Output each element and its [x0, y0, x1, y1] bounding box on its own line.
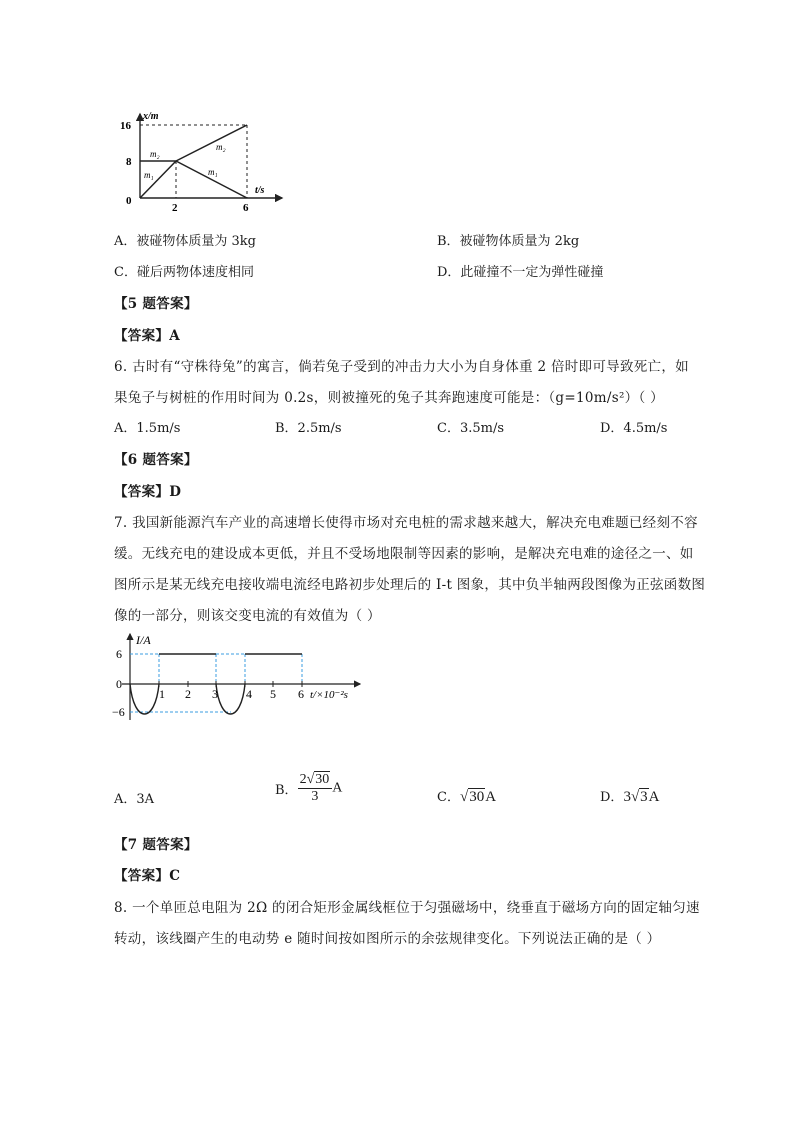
y-tick-16: 16: [120, 120, 131, 132]
q7-option-c-unit: A: [485, 789, 497, 805]
y-tick-0: 0: [116, 677, 122, 691]
q7-option-b-denominator: 3: [311, 789, 319, 804]
q7-option-c-label: C．: [437, 790, 460, 805]
i-axis-label: I/A: [136, 633, 151, 647]
q5-option-c: C．碰后两物体速度相同: [114, 265, 254, 280]
q7-option-c-radicand: 30: [469, 789, 485, 805]
q7-stem-line2: 缓。无线充电的建设成本更低，并且不受场地限制等因素的影响，是解决充电难的途径之一、如: [114, 546, 694, 562]
x-axis-label: t/s: [255, 185, 265, 196]
q7-option-b: [275, 772, 342, 805]
q7-answer: 【答案】C: [114, 868, 181, 884]
q7-option-d: D．3√3A: [600, 789, 660, 805]
xt-graph: [112, 108, 292, 214]
q7-option-d-label: D．: [600, 790, 624, 805]
x-tick-4: 4: [246, 687, 252, 701]
q8-stem-line2: 转动，该线圈产生的电动势 e 随时间按如图所示的余弦规律变化。下列说法正确的是（ ）: [114, 931, 661, 947]
label-m2-left: m₂: [150, 149, 160, 159]
q5-answer-header: 【5 题答案】: [114, 296, 198, 312]
q7-option-a-value: 3A: [136, 792, 155, 807]
q6-stem-line1: 6. 古时有“守株待兔”的寓言，倘若兔子受到的冲击力大小为自身体重 2 倍时即可导致死亡，如: [114, 359, 689, 375]
neg-half-sine-2: [216, 684, 245, 714]
x-tick-6: 6: [298, 687, 304, 701]
it-graph: [112, 630, 372, 725]
q7-option-d-coef: 3: [623, 789, 631, 805]
q7-option-c: C．√30A: [437, 789, 497, 805]
x-tick-1: 1: [159, 687, 165, 701]
x-tick-2: 2: [172, 202, 178, 214]
q7-option-b-unit: A: [332, 780, 343, 796]
q7-answer-header: 【7 题答案】: [114, 837, 198, 853]
y-tick-0: 0: [126, 195, 132, 207]
q6-option-c: C．3.5m/s: [437, 421, 504, 436]
q6-option-a: A．1.5m/s: [114, 421, 181, 436]
label-m1-right: m₁: [208, 167, 218, 177]
q7-stem-line1: 7. 我国新能源汽车产业的高速增长使得市场对充电桩的需求越来越大，解决充电难题已经刻不容: [114, 515, 698, 531]
y-tick-8: 8: [126, 156, 132, 168]
y-axis-label: x/m: [143, 111, 159, 122]
x-tick-2: 2: [185, 687, 191, 701]
q7-stem-line4: 像的一部分，则该交变电流的有效值为（ ）: [114, 608, 381, 624]
x-tick-3: 3: [212, 687, 218, 701]
label-m1-left: m₁: [144, 170, 154, 180]
q7-option-b-label: B．: [275, 783, 298, 798]
neg-half-sine-1: [130, 684, 159, 714]
q5-option-b: B．被碰物体质量为 2kg: [437, 234, 580, 249]
q7-option-b-numerator: 2√30: [298, 772, 333, 789]
q7-option-b-fraction: [298, 772, 333, 805]
q5-option-a: A．被碰物体质量为 3kg: [114, 234, 256, 249]
q8-stem-line1: 8. 一个单匝总电阻为 2Ω 的闭合矩形金属线框位于匀强磁场中，绕垂直于磁场方向的固定轴匀速: [114, 900, 700, 916]
q6-option-d: D．4.5m/s: [600, 421, 668, 436]
y-tick-6: 6: [116, 647, 122, 661]
m2-after: [176, 125, 247, 161]
q7-option-d-radicand: 3: [640, 789, 648, 805]
q5-answer: 【答案】A: [114, 328, 180, 344]
q7-stem-line3: 图所示是某无线充电接收端电流经电路初步处理后的 I-t 图象，其中负半轴两段图像为正弦函数图: [114, 577, 706, 593]
q7-option-a-label: A．: [114, 792, 137, 807]
q7-option-a: [114, 788, 154, 807]
q5-option-d: D．此碰撞不一定为弹性碰撞: [437, 265, 604, 280]
x-tick-5: 5: [270, 687, 276, 701]
q6-stem-line2: 果兔子与树桩的作用时间为 0.2s，则被撞死的兔子其奔跑速度可能是：（g=10m/s²）（ ）: [114, 390, 664, 406]
q7-option-d-unit: A: [648, 789, 660, 805]
t-axis-label: t/×10⁻²s: [310, 689, 348, 701]
q6-answer: 【答案】D: [114, 484, 182, 500]
q6-answer-header: 【6 题答案】: [114, 452, 198, 468]
x-tick-6: 6: [243, 202, 249, 214]
label-m2-right: m₂: [216, 142, 226, 152]
y-tick-neg6: −6: [112, 705, 125, 719]
q6-option-b: B．2.5m/s: [275, 421, 342, 436]
